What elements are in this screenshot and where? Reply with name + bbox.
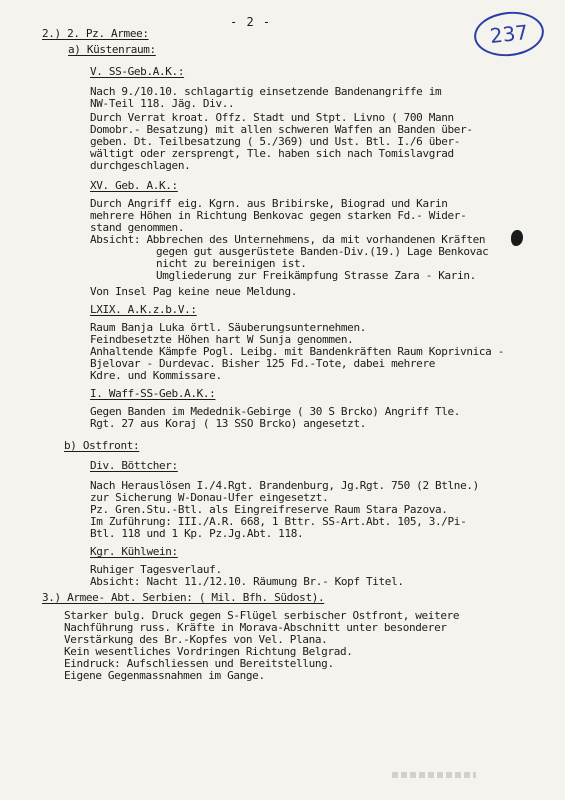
text-line: Btl. 118 und 1 Kp. Pz.Jg.Abt. 118. — [90, 527, 304, 540]
text-line: Raum Banja Luka örtl. Säuberungsunternehmen. — [90, 321, 366, 334]
text-line: wältigt oder zersprengt, Tle. haben sich nach Tomislavgrad — [90, 147, 454, 160]
unit-heading: XV. Geb. A.K.: — [90, 179, 178, 192]
text-line: Nachführung russ. Kräfte in Morava-Abschnitt unter besonderer — [64, 621, 447, 634]
text-line: durchgeschlagen. — [90, 159, 191, 172]
text-line: NW-Teil 118. Jäg. Div.. — [90, 97, 235, 110]
text-line: Von Insel Pag keine neue Meldung. — [90, 285, 297, 298]
section-heading: 2.) 2. Pz. Armee: — [42, 27, 149, 40]
subsection-heading: a) Küstenraum: — [68, 43, 156, 56]
unit-heading: V. SS-Geb.A.K.: — [90, 65, 185, 78]
text-line: Eigene Gegenmassnahmen im Gange. — [64, 669, 265, 682]
text-line: Kdre. und Kommissare. — [90, 369, 222, 382]
subsection-heading: b) Ostfront: — [64, 439, 140, 452]
text-line: Durch Verrat kroat. Offz. Stadt und Stpt. Livno ( 700 Mann — [90, 111, 454, 124]
text-line: mehrere Höhen in Richtung Benkovac gegen starken Fd.- Wider- — [90, 209, 467, 222]
text-line: zur Sicherung W-Donau-Ufer eingesetzt. — [90, 491, 329, 504]
ink-blot — [511, 230, 523, 246]
text-line: Nach Herauslösen I./4.Rgt. Brandenburg, Jg.Rgt. 750 (2 Btlne.) — [90, 479, 479, 492]
text-line: Im Zuführung: III./A.R. 668, 1 Bttr. SS-Art.Abt. 105, 3./Pi- — [90, 515, 467, 528]
text-line: Rgt. 27 aus Koraj ( 13 SSO Brcko) angesetzt. — [90, 417, 366, 430]
archive-stamp: 237 — [472, 8, 546, 59]
text-line: stand genommen. — [90, 221, 185, 234]
text-line: Durch Angriff eig. Kgrn. aus Bribirske, Biograd und Karin — [90, 197, 448, 210]
text-line: Nach 9./10.10. schlagartig einsetzende Bandenangriffe im — [90, 85, 442, 98]
text-line: Verstärkung des Br.-Kopfes von Vel. Plana. — [64, 633, 328, 646]
section-heading: 3.) Armee- Abt. Serbien: ( Mil. Bfh. Südost). — [42, 591, 325, 604]
text-line: Gegen Banden im Medednik-Gebirge ( 30 S Brcko) Angriff Tle. — [90, 405, 461, 418]
page-number: - 2 - — [230, 15, 272, 29]
text-line: geben. Dt. Teilbesatzung ( 5./369) und Ust. Btl. I./6 über- — [90, 135, 461, 148]
text-line: gegen gut ausgerüstete Banden-Div.(19.) Lage Benkovac — [156, 245, 489, 258]
text-line: Ruhiger Tagesverlauf. — [90, 563, 222, 576]
text-line: nicht zu bereinigen ist. — [156, 257, 307, 270]
scan-smudge — [392, 772, 476, 778]
text-line: Eindruck: Aufschliessen und Bereitstellung. — [64, 657, 334, 670]
text-line: Umgliederung zur Freikämpfung Strasse Zara - Karin. — [156, 269, 476, 282]
text-line: Absicht: Nacht 11./12.10. Räumung Br.- Kopf Titel. — [90, 575, 404, 588]
text-line: Anhaltende Kämpfe Pogl. Leibg. mit Bandenkräften Raum Koprivnica - Bjelovar - Durdevac. Bisher 125 Fd.-Tote, dabei mehrere — [90, 345, 504, 370]
unit-heading: LXIX. A.K.z.b.V.: — [90, 303, 197, 316]
unit-heading: I. Waff-SS-Geb.A.K.: — [90, 387, 216, 400]
text-line: Feindbesetzte Höhen hart W Sunja genommen. — [90, 333, 354, 346]
text-line: Kein wesentliches Vordringen Richtung Belgrad. — [64, 645, 353, 658]
unit-heading: Div. Böttcher: — [90, 459, 178, 472]
text-line: Absicht: Abbrechen des Unternehmens, da mit vorhandenen Kräften — [90, 233, 486, 246]
text-line: Pz. Gren.Stu.-Btl. als Eingreifreserve Raum Stara Pazova. — [90, 503, 448, 516]
unit-heading: Kgr. Kühlwein: — [90, 545, 178, 558]
text-line: Domobr.- Besatzung) mit allen schweren Waffen an Banden über- — [90, 123, 473, 136]
text-line: Starker bulg. Druck gegen S-Flügel serbischer Ostfront, weitere — [64, 609, 460, 622]
